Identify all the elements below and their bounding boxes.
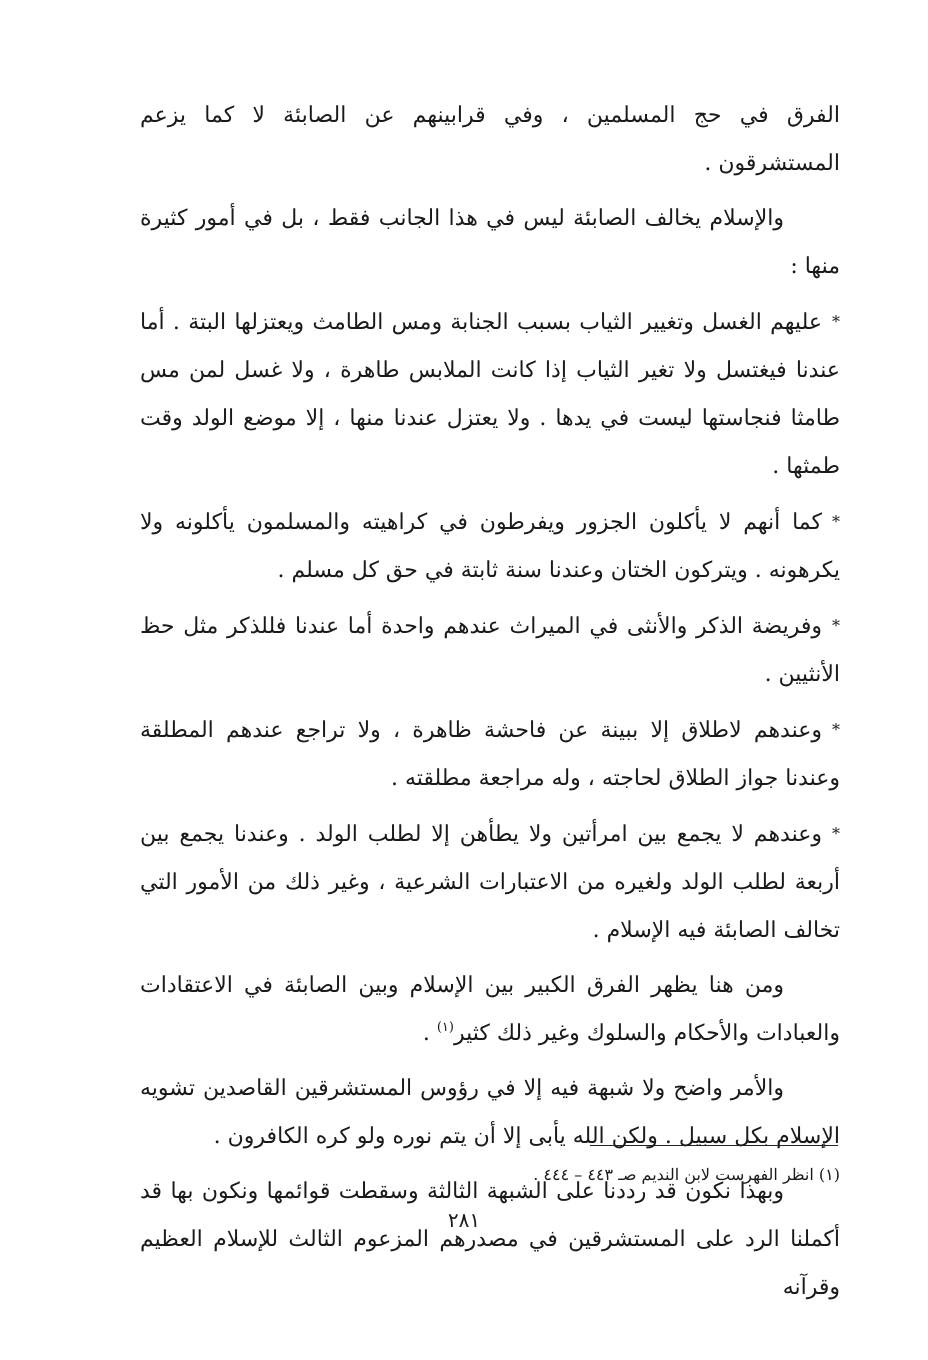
bullet-paragraph-3 [140,602,840,699]
footnote-text: انظر الفهرست لابن النديم صـ ٤٤٣ – ٤٤٤ . [533,1165,814,1184]
paragraph-text: والأمر واضح ولا شبهة فيه إلا في رؤوس المستشرقين القاصدين تشويه الإسلام بكل سبيل . ولكن الله يأبى إلا أن يتم نوره ولو كره الكافرون . [140,1076,840,1149]
body-text [140,92,840,1319]
paragraph-text-end: . [422,1021,437,1046]
bullet-paragraph-2 [140,498,840,595]
bullet-star-icon: * [832,720,840,739]
bullet-star-icon: * [832,312,840,331]
paragraph-text: وبهذا نكون قد رددنا على الشبهة الثالثة وسقطت قوائمها ونكون بها قد أكملنا الرد على المستشرقين في مصدرهم المزعوم الثالث للإسلام العظيم وقرآنه [140,1179,840,1300]
footnote-marker: (١) [818,1165,840,1184]
bullet-star-icon: * [832,512,840,531]
paragraph-text: وعندهم لا يجمع بين امرأتين ولا يطأهن إلا لطلب الولد . وعندنا يجمع بين أربعة لطلب الولد ولغيره من الاعتبارات الشرعية ، وغير ذلك من الأمور التي تخالف الصابئة فيه الإسلام . [140,822,840,943]
paragraph-text: الفرق في حج المسلمين ، وفي قرابينهم عن الصابئة لا كما يزعم المستشرقون . [140,103,840,176]
footnote [140,1163,840,1187]
footnote-reference[interactable]: (١) [436,1020,454,1035]
paragraph-4 [140,1065,840,1161]
page-number: ٢٨١ [447,1208,481,1232]
paragraph-text: ومن هنا يظهر الفرق الكبير بين الإسلام وبين الصابئة في الاعتقادات والعبادات والأحكام والسلوك وغير ذلك كثير [140,973,840,1046]
paragraph-2 [140,195,840,291]
paragraph-text: وفريضة الذكر والأنثى في الميراث عندهم واحدة أما عندنا فللذكر مثل حظ الأنثيين . [140,614,840,687]
bullet-paragraph-4 [140,706,840,803]
paragraph-text: والإسلام يخالف الصابئة ليس في هذا الجانب فقط ، بل في أمور كثيرة منها : [140,206,840,279]
bullet-paragraph-1 [140,298,840,491]
paragraph-1 [140,92,840,188]
footnote-divider [590,1145,838,1146]
paragraph-text: عليهم الغسل وتغيير الثياب بسبب الجنابة ومس الطامث ويعتزلها البتة . أما عندنا فيغتسل ولا تغير الثياب إذا كانت الملابس طاهرة ، ولا غسل لمن مس طامثا فنجاستها ليست في يدها . ولا يعتزل عندنا منها ، إلا موضع الولد وقت طمثها . [140,310,840,479]
paragraph-5 [140,1168,840,1312]
bullet-star-icon: * [832,824,840,843]
paragraph-text: وعندهم لاطلاق إلا ببينة عن فاحشة ظاهرة ، ولا تراجع عندهم المطلقة وعندنا جواز الطلاق لحاجته ، وله مراجعة مطلقته . [140,718,840,791]
bullet-paragraph-5 [140,810,840,955]
paragraph-3 [140,962,840,1058]
bullet-star-icon: * [832,616,840,635]
paragraph-text: كما أنهم لا يأكلون الجزور ويفرطون في كراهيته والمسلمون يأكلونه ولا يكرهونه . ويتركون الختان وعندنا سنة ثابتة في حق كل مسلم . [140,510,840,583]
